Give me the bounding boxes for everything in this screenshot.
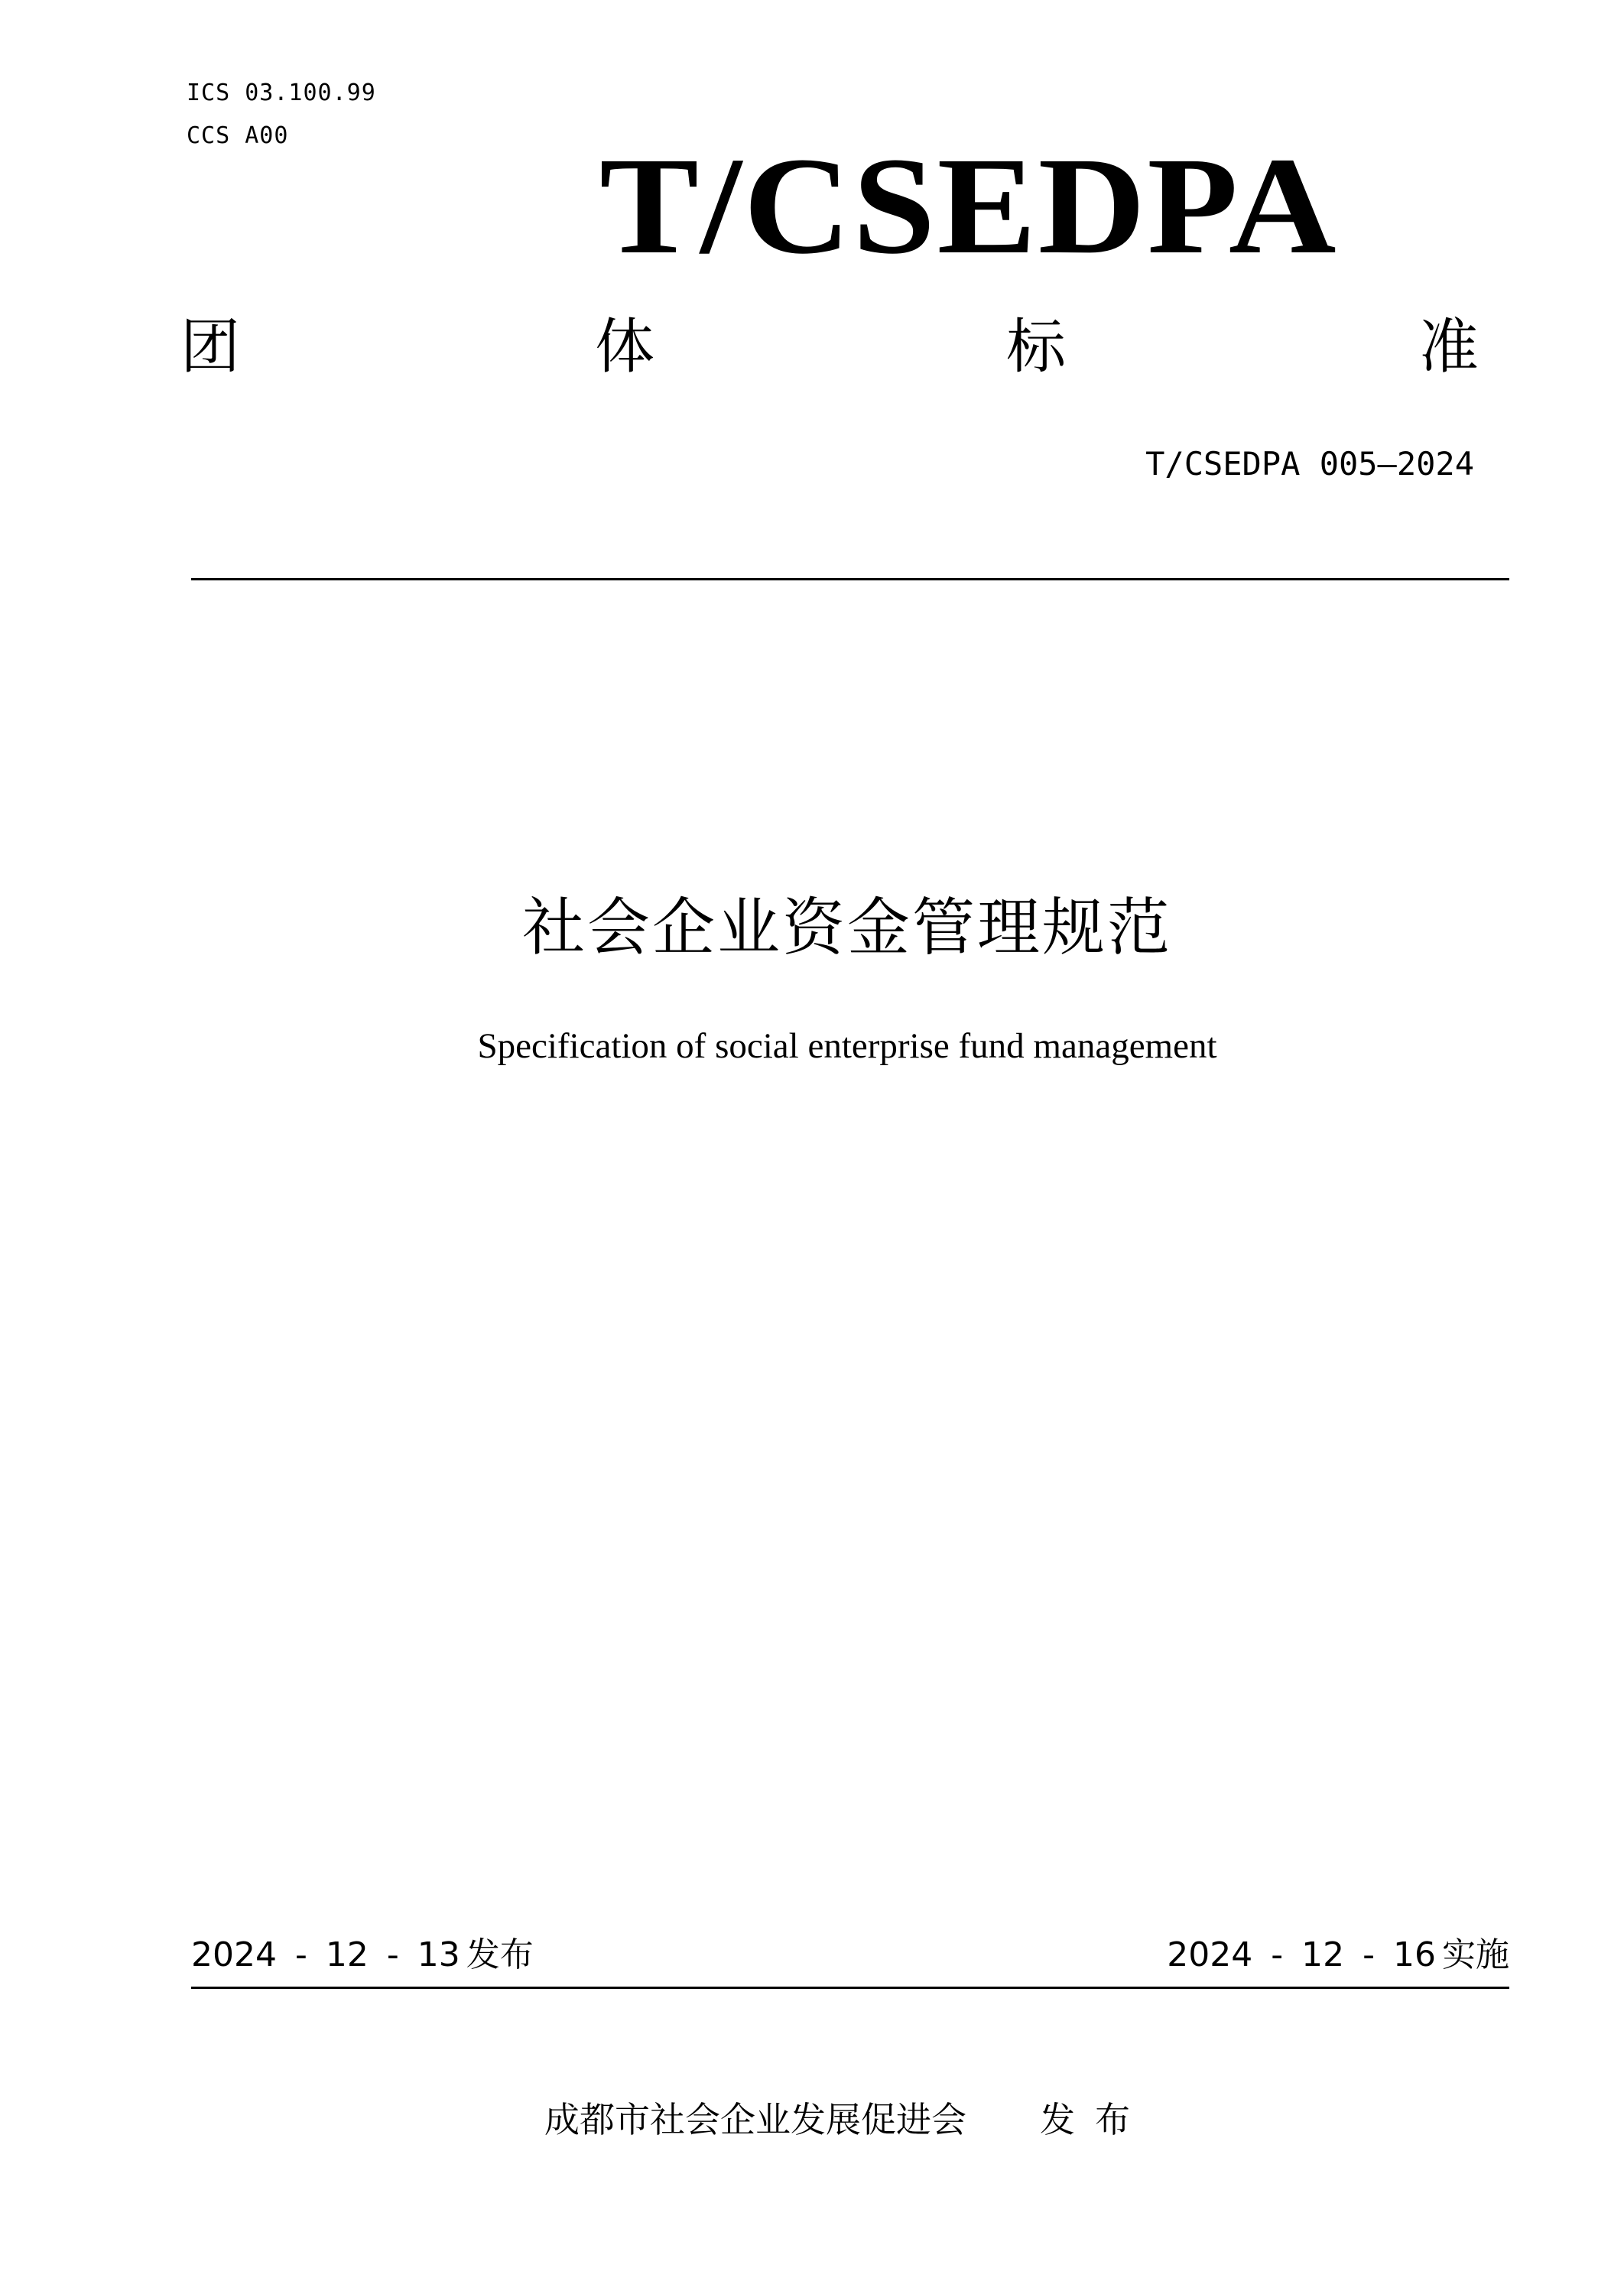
standard-series-logo: T/CSEDPA xyxy=(599,129,1338,283)
publisher xyxy=(35,2098,1624,2141)
header-divider xyxy=(191,578,1509,580)
implementation-month: 12 xyxy=(1301,1935,1345,1974)
date-separator: - xyxy=(294,1935,307,1974)
date-separator: - xyxy=(1363,1935,1375,1974)
issue-month: 12 xyxy=(325,1935,369,1974)
date-separator: - xyxy=(386,1935,399,1974)
ics-code: ICS 03.100.99 xyxy=(187,80,376,106)
publisher-name: 成都市社会企业发展促进会 xyxy=(544,2099,966,2140)
document-title-chinese: 社会企业资金管理规范 xyxy=(521,892,1172,964)
implementation-year: 2024 xyxy=(1167,1935,1253,1974)
issue-year: 2024 xyxy=(191,1935,277,1974)
issue-date xyxy=(191,1935,534,1976)
implementation-day: 16 xyxy=(1393,1935,1436,1974)
category-char-2: 体 xyxy=(595,313,655,382)
document-title-english: Specification of social enterprise fund management xyxy=(477,1026,1217,1066)
ccs-code: CCS A00 xyxy=(187,122,289,149)
footer-divider xyxy=(191,1987,1509,1989)
category-char-3: 标 xyxy=(1006,313,1067,382)
implementation-date xyxy=(1167,1935,1509,1976)
issue-day: 13 xyxy=(417,1935,460,1974)
category-char-1: 团 xyxy=(180,313,241,382)
category-char-4: 准 xyxy=(1419,313,1479,382)
publisher-label: 发布 xyxy=(1040,2099,1150,2140)
standard-number: T/CSEDPA 005—2024 xyxy=(1145,445,1474,483)
date-separator: - xyxy=(1271,1935,1284,1974)
implementation-label: 实施 xyxy=(1442,1935,1509,1974)
issue-label: 发布 xyxy=(466,1935,534,1974)
